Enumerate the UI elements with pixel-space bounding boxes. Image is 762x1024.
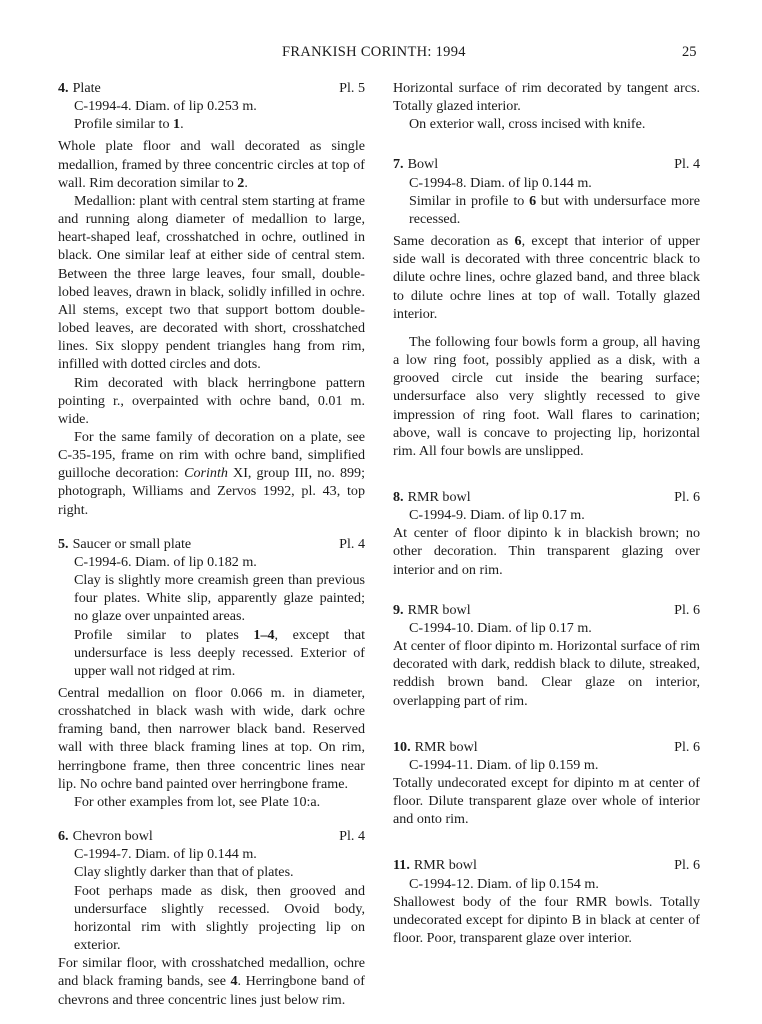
entry-name: Bowl — [407, 156, 439, 173]
inventory-line: C-1994-11. Diam. of lip 0.159 m. — [409, 756, 599, 773]
catalogue-entry-11 — [393, 856, 700, 947]
left-column — [58, 79, 365, 1009]
plate-reference: Pl. 4 — [339, 535, 365, 552]
catalogue-entry-4 — [58, 79, 365, 519]
continued-paragraph: Horizontal surface of rim decorated by tangent arcs. Totally glazed interior. — [393, 80, 700, 115]
entry-number: 10. — [393, 738, 411, 755]
entry-name: RMR bowl — [407, 488, 471, 505]
profile-note: Profile similar to plates 1–4, except that undersurface is less deeply recessed. Exterior of upper wall not ridged at rim. — [74, 626, 365, 679]
description-paragraph: Medallion: plant with central stem starting at frame and running along diameter of medallion to large, heart-shaped leaf, crosshatched in ochre, outlined in black. One similar leaf at either side of central stem. Between the three large leaves, four small, double-lobed leaves, drawn in black, solidly infilled in ochre. All stems, except two that support bottom double-lobed leaves, are decorated with short, crosshatched lines. Six sloppy pendent triangles hang from rim, infilled with dotted circles and dots. — [58, 192, 365, 373]
reference-paragraph: For other examples from lot, see Plate 10:a. — [74, 793, 321, 810]
plate-reference: Pl. 6 — [674, 857, 700, 874]
description-paragraph: Shallowest body of the four RMR bowls. Totally undecorated except for dipinto B in black at center of floor. Poor, transparent glaze over interior. — [393, 893, 700, 947]
group-paragraph: The following four bowls form a group, all having a low ring foot, possibly applied as a disk, with a grooved circle cut inside the bearing surface; undersurface also very slightly recessed to give impression of ring foot. Wall flares to carination; above, wall is concave to projecting lip, horizontal rim. All four bowls are unslipped. — [393, 333, 700, 459]
entry-name: RMR bowl — [407, 601, 471, 618]
description-paragraph: For similar floor, with crosshatched medallion, ochre and black framing bands, see 4. Herringbone band of chevrons and three concentric lines just below rim. — [58, 955, 365, 1008]
description-paragraph: Rim decorated with black herringbone pattern pointing r., overpainted with ochre band, 0.01 m. wide. — [58, 374, 365, 427]
entry-number: 4. — [58, 80, 69, 96]
entry-name: Plate — [72, 80, 101, 96]
entry-heading — [58, 535, 365, 553]
entry-heading — [393, 601, 700, 619]
plate-reference: Pl. 6 — [674, 738, 700, 755]
description-paragraph: Totally undecorated except for dipinto m at center of floor. Dilute transparent glaze over whole of interior and onto rim. — [393, 775, 700, 828]
entry-heading — [58, 79, 365, 97]
description-paragraph: At center of floor dipinto m. Horizontal surface of rim decorated with dark, reddish black to dilute, streaked, reddish brown band. Clear glaze on interior, overlapping part of rim. — [393, 638, 700, 709]
entry-name: RMR bowl — [413, 857, 477, 874]
entry-number: 7. — [393, 156, 404, 173]
entry-heading — [58, 827, 365, 845]
entry-number: 9. — [393, 601, 404, 618]
inventory-line: C-1994-4. Diam. of lip 0.253 m. — [74, 98, 257, 115]
catalogue-entry-9 — [393, 601, 700, 710]
entry-number: 5. — [58, 535, 69, 552]
entry-number: 6. — [58, 828, 69, 845]
plate-reference: Pl. 5 — [339, 80, 365, 96]
inventory-line: C-1994-7. Diam. of lip 0.144 m. — [74, 846, 257, 863]
running-header-title: FRANKISH CORINTH: 1994 — [282, 44, 466, 60]
description-paragraph: At center of floor dipinto k in blackish brown; no other decoration. Thin transparent glazing over interior and on rim. — [393, 525, 700, 578]
entry-name: Saucer or small plate — [72, 535, 192, 552]
catalogue-entry-7 — [393, 155, 700, 322]
description-paragraph: Central medallion on floor 0.066 m. in diameter, crosshatched in black wash with wide, dark ochre framing band, then narrower black band. Reserved wall with three black framing lines at top. On rim, herringbone frame, then three concentric lines near lip. No ochre band painted over herringbone frame. — [58, 685, 365, 792]
entry-heading — [393, 738, 700, 756]
catalogue-entry-5 — [58, 535, 365, 811]
inventory-line: C-1994-10. Diam. of lip 0.17 m. — [409, 619, 592, 636]
inventory-line: C-1994-6. Diam. of lip 0.182 m. — [74, 553, 257, 570]
plate-reference: Pl. 4 — [674, 156, 700, 173]
profile-note: Foot perhaps made as disk, then grooved and undersurface slightly recessed. Ovoid body, horizontal rim with slightly projecting lip on exterior. — [74, 882, 365, 954]
catalogue-entry-10 — [393, 738, 700, 829]
entry-name: RMR bowl — [414, 738, 478, 755]
catalogue-entry-6 — [58, 827, 365, 1009]
entry-heading — [393, 155, 700, 173]
inventory-line: C-1994-12. Diam. of lip 0.154 m. — [409, 875, 599, 892]
reference-paragraph: For the same family of decoration on a plate, see C-35-195, frame on rim with ochre band, simplified guilloche decoration: Corinth XI, group III, no. 899; photograph, Williams and Zervos 1992, pl. 43, top right. — [58, 428, 366, 518]
profile-note: Profile similar to 1. — [74, 116, 184, 133]
inventory-line: C-1994-8. Diam. of lip 0.144 m. — [409, 174, 592, 191]
description-paragraph: Whole plate floor and wall decorated as single medallion, framed by three concentric circles at top of wall. Rim decoration similar to 2. — [58, 138, 365, 191]
entry-heading — [393, 488, 700, 506]
right-column — [393, 79, 700, 947]
catalogue-entry-8 — [393, 488, 700, 579]
clay-note: Clay slightly darker than that of plates. — [74, 864, 294, 881]
plate-reference: Pl. 6 — [674, 488, 700, 505]
clay-note: Clay is slightly more creamish green than previous four plates. White slip, apparently glaze painted; no glaze over unpainted areas. — [74, 572, 365, 625]
entry-heading — [393, 856, 700, 874]
entry-number: 8. — [393, 488, 404, 505]
plate-reference: Pl. 6 — [674, 601, 700, 618]
description-paragraph: Same decoration as 6, except that interior of upper side wall is decorated with three concentric black to dilute ochre lines, ochre glazed band, and three black to dilute ochre lines at top of wall. Totally glazed interior. — [393, 233, 700, 322]
plate-reference: Pl. 4 — [339, 828, 365, 845]
profile-note: Similar in profile to 6 but with undersurface more recessed. — [409, 192, 700, 227]
continued-paragraph: On exterior wall, cross incised with knife. — [409, 116, 646, 133]
entry-number: 11. — [393, 857, 410, 874]
entry-name: Chevron bowl — [72, 828, 153, 845]
inventory-line: C-1994-9. Diam. of lip 0.17 m. — [409, 507, 585, 524]
page-number: 25 — [682, 44, 697, 60]
